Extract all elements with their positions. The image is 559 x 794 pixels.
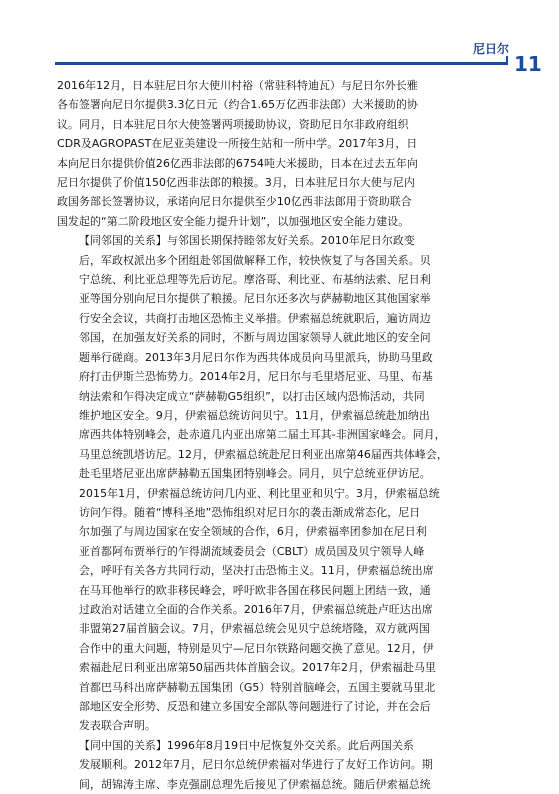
- page-number: 11: [514, 52, 542, 76]
- text-line: 尔加强了与周边国家在安全领域的合作，6月，伊索福率团参加在尼日利: [79, 525, 427, 539]
- text-line: 赴毛里塔尼亚出席萨赫勒五国集团特别峰会。同月，贝宁总统亚伊访尼。: [79, 467, 431, 481]
- text-line: 过政治对话建立全面的合作关系。2016年7月，伊索福总统赴卢旺达出席: [79, 602, 433, 616]
- text-line: 发展顺利。2012年7月，尼日尔总统伊索福对华进行了友好工作访问。期: [79, 758, 433, 772]
- text-line: 国发起的“第二阶段地区安全能力提升计划”，以加强地区安全能力建设。: [57, 214, 410, 228]
- text-line: 【同中国的关系】1996年8月19日中尼恢复外交关系。此后两国关系: [79, 738, 414, 752]
- text-line: 会，呼吁有关各方共同行动，坚决打击恐怖主义。11月，伊索福总统出席: [79, 564, 434, 578]
- text-line: 题举行磋商。2013年3月尼日尔作为西共体成员向马里派兵，协助马里政: [79, 350, 433, 364]
- paragraph-japan-aid: [57, 76, 511, 231]
- text-line: 马里总统凯塔访尼。12月，伊索福总统赴尼日利亚出席第46届西共体峰会，: [79, 447, 448, 461]
- text-line: 席西共体特别峰会，赴赤道几内亚出席第二届土耳其-非洲国家峰会。同月，: [79, 428, 446, 442]
- text-line: 宁总统、利比亚总理等先后访尼。摩洛哥、利比亚、布基纳法索、尼日利: [79, 273, 431, 287]
- text-line: 政国务部长签署协议，承诺向尼日尔提供至少10亿西非法郎用于资助联合: [57, 195, 412, 209]
- text-line: 部地区安全形势、反恐和建立多国安全部队等问题进行了讨论，并在会后: [79, 700, 431, 713]
- text-line: 议。同月，日本驻尼日尔大使签署两项援助协议，资助尼日尔非政府组织: [57, 117, 409, 131]
- text-line: 行安全会议，共商打击地区恐怖主义举措。伊索福总统就职后，遍访周边: [79, 311, 431, 325]
- text-line: 2015年1月，伊索福总统访问几内亚、利比里亚和贝宁。3月，伊索福总统: [79, 486, 440, 500]
- header-rule-tick: [506, 56, 508, 65]
- running-header-title: 尼日尔: [473, 42, 510, 56]
- text-line: 2016年12月，日本驻尼日尔大使川村裕（常驻科特迪瓦）与尼日尔外长雅: [57, 79, 418, 92]
- paragraph-china-relations: [57, 736, 511, 794]
- text-line: 【同邻国的关系】与邻国长期保持睦邻友好关系。2010年尼日尔政变: [79, 234, 415, 248]
- text-line: 首都巴马科出席萨赫勒五国集团（G5）特别首脑峰会，五国主要就马里北: [79, 680, 436, 694]
- text-line: 亚首都阿布贾举行的乍得湖流域委员会（CBLT）成员国及贝宁领导人峰: [79, 544, 425, 558]
- text-line: 纳法索和乍得决定成立“萨赫勒G5组织”，以打击区域内恐怖活动，共同: [79, 389, 425, 403]
- text-line: 合作中的重大问题，特别是贝宁—尼日尔铁路问题交换了意见。12月，伊: [79, 641, 434, 655]
- text-line: 亚等国分别向尼日尔提供了粮援。尼日尔还多次与萨赫勒地区其他国家举: [79, 292, 431, 306]
- text-line: 各布签署向尼日尔提供3.3亿日元（约合1.65万亿西非法郎）大米援助的协: [57, 98, 418, 112]
- text-line: 访问乍得。随着“博科圣地”恐怖组织对尼日尔的袭击渐成常态化，尼日: [79, 505, 421, 519]
- text-line: 本向尼日尔提供价值26亿西非法郎的6754吨大米援助，日本在过去五年向: [57, 156, 418, 170]
- text-line: 发表联合声明。: [79, 719, 156, 733]
- text-line: 尼日尔提供了价值150亿西非法郎的粮援。3月，日本驻尼日尔大使与尼内: [57, 176, 415, 190]
- text-line: 在马耳他举行的欧非移民峰会，呼吁欧非各国在移民问题上团结一致，通: [79, 583, 431, 597]
- text-line: 间，胡锦涛主席、李克强副总理先后接见了伊索福总统。随后伊索福总统: [79, 777, 431, 791]
- text-line: 维护地区安全。9月，伊索福总统访问贝宁。11月，伊索福总统赴加纳出: [79, 408, 430, 422]
- text-line: 府打击伊斯兰恐怖势力。2014年2月，尼日尔与毛里塔尼亚、马里、布基: [79, 370, 433, 384]
- header-rule: [55, 62, 507, 65]
- text-line: 后，军政权派出多个团组赴邻国做解释工作，较快恢复了与各国关系。贝: [79, 253, 431, 267]
- text-line: 索福赴尼日利亚出席第50届西共体首脑会议。2017年2月，伊索福赴马里: [79, 661, 436, 675]
- text-line: CDR及AGROPAST在尼亚美建设一所接生站和一所中学。2017年3月，日: [57, 137, 418, 151]
- body-text: [57, 76, 511, 794]
- text-line: 非盟第27届首脑会议。7月，伊索福总统会见贝宁总统塔隆，双方就两国: [79, 622, 430, 636]
- text-line: 邻国，在加强友好关系的同时，不断与周边国家领导人就此地区的安全问: [79, 331, 431, 345]
- paragraph-neighbor-relations: [57, 231, 511, 736]
